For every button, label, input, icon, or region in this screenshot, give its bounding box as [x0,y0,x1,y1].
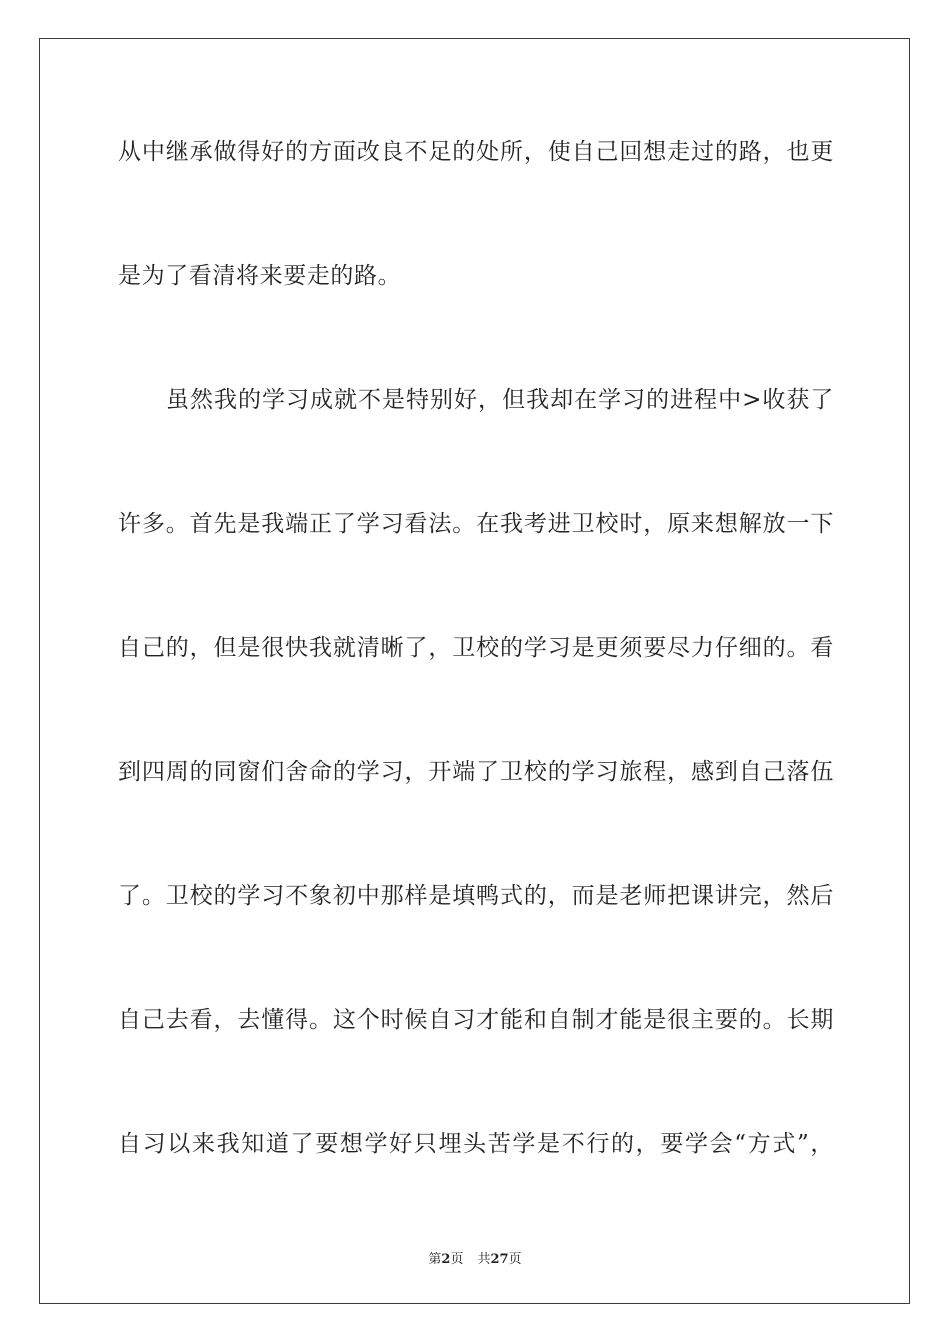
page-border [39,38,910,1304]
total-suffix: 页 [508,1252,522,1267]
page-prefix: 第 [428,1252,442,1267]
total-prefix: 共 [477,1252,491,1267]
paragraph-line: 自习以来我知道了要想学好只埋头苦学是不行的，要学会“方式”， [118,1131,834,1157]
paragraph-line: 许多。首先是我端正了学习看法。在我考进卫校时，原来想解放一下 [118,511,834,537]
paragraph-line: 是为了看清将来要走的路。 [118,263,402,289]
paragraph-line: 从中继承做得好的方面改良不足的处所，使自己回想走过的路，也更 [118,139,834,165]
paragraph-line: 了。卫校的学习不象初中那样是填鸭式的，而是老师把课讲完，然后 [118,883,834,909]
paragraph-line: 虽然我的学习成就不是特别好，但我却在学习的进程中>收获了 [166,387,834,413]
total-pages: 27 [490,1252,509,1267]
paragraph-line: 到四周的同窗们舍命的学习，开端了卫校的学习旅程，感到自己落伍 [118,759,834,785]
paragraph-line: 自己去看，去懂得。这个时候自习才能和自制才能是很主要的。长期 [118,1007,834,1033]
page-suffix: 页 [450,1252,464,1267]
page-footer [0,1248,950,1267]
paragraph-line: 自己的，但是很快我就清晰了，卫校的学习是更须要尽力仔细的。看 [118,635,834,661]
page-number: 2 [441,1252,451,1267]
